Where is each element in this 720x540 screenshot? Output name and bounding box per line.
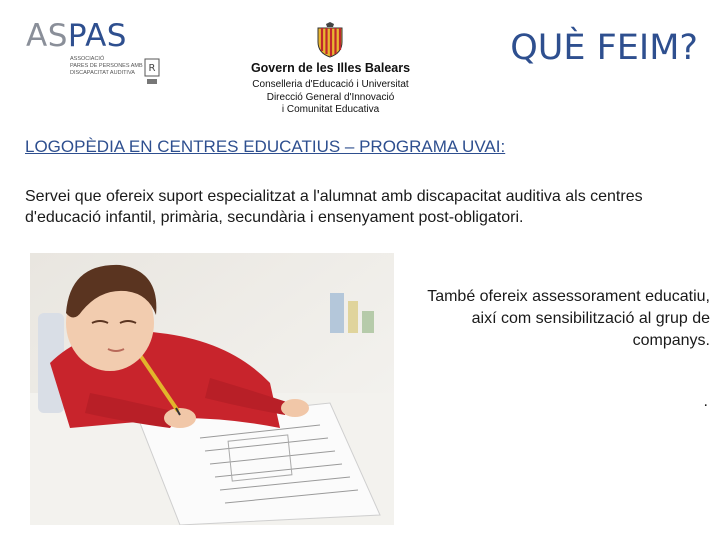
section-heading: LOGOPÈDIA EN CENTRES EDUCATIUS – PROGRAMA UVAI: bbox=[25, 137, 506, 156]
govern-logo bbox=[243, 22, 418, 122]
govern-name: Govern de les Illes Balears bbox=[250, 61, 411, 75]
slide-title: QUÈ FEIM? bbox=[510, 28, 698, 68]
certification-seal-icon bbox=[144, 58, 160, 86]
coat-of-arms-icon bbox=[315, 22, 345, 58]
child-writing-photo bbox=[30, 253, 394, 525]
intro-paragraph: Servei que ofereix suport especialitzat a l'alumnat amb discapacitat auditiva als centres d'educació infantil, primària, secundària i ensenyament post-obligatori. bbox=[25, 188, 643, 226]
aspas-logo-wordmark: ASPAS bbox=[26, 18, 127, 54]
aspas-logo-subtitle: ASSOCIACIÓ PARES DE PERSONES AMB DISCAPACITAT AUDITIVA bbox=[70, 56, 143, 76]
svg-text:R: R bbox=[148, 63, 156, 74]
trailing-dot: . bbox=[703, 393, 708, 410]
aspas-logo bbox=[26, 18, 166, 88]
side-paragraph: També ofereix assessorament educatiu, així com sensibilització al grup de companys. bbox=[427, 288, 710, 349]
govern-department: Conselleria d'Educació i Universitat Direcció General d'Innovació i Comunitat Educativa bbox=[252, 79, 409, 115]
child-writing-illustration bbox=[30, 253, 394, 525]
